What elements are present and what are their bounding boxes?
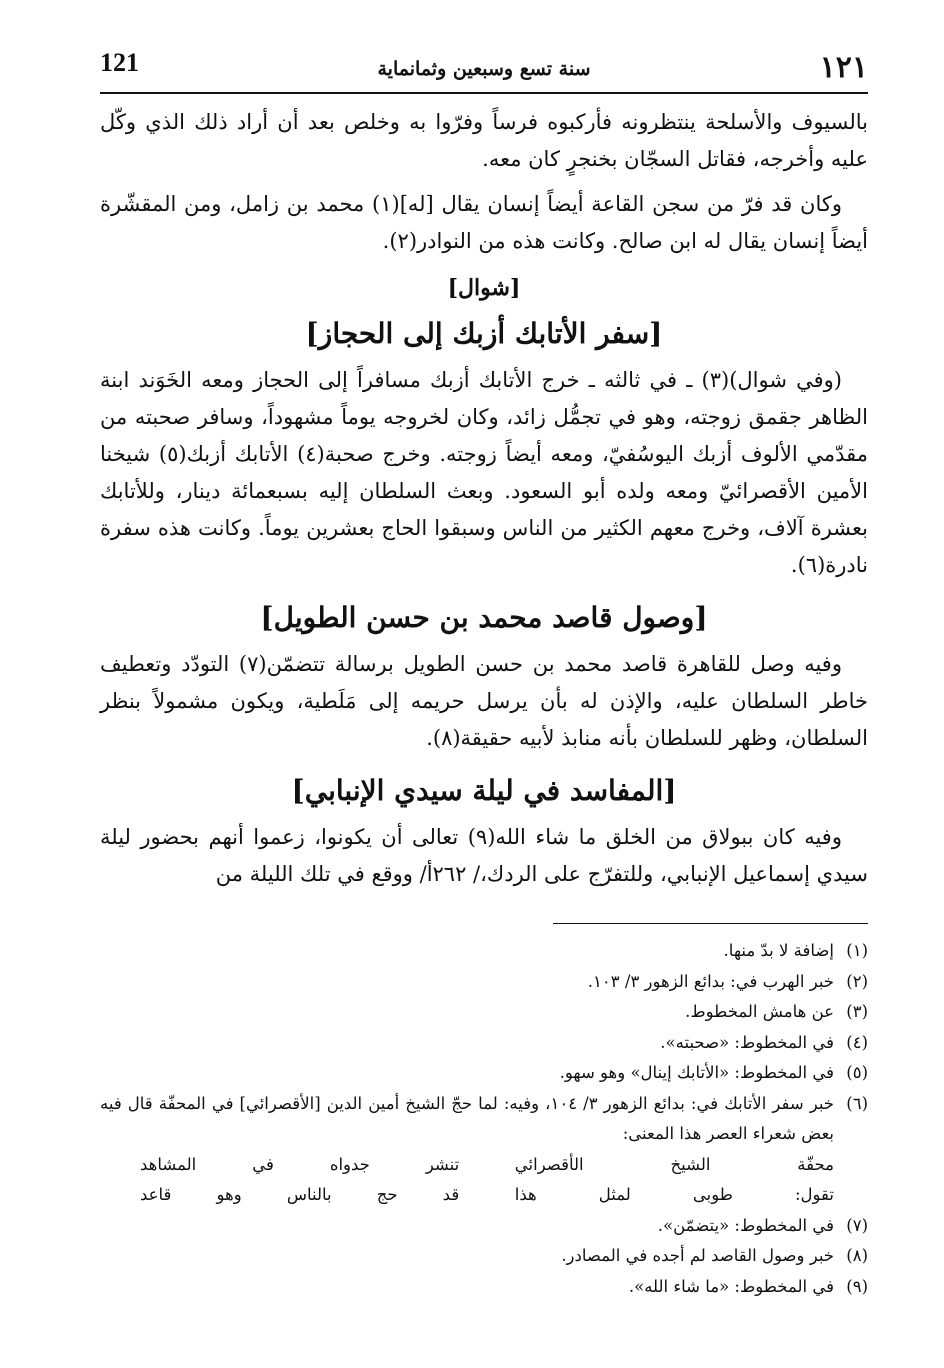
footnote-text: إضافة لا بدّ منها. [723,941,834,960]
footnote-number: (٢) [846,971,868,991]
footnote-number: (٥) [846,1063,868,1082]
verse-hemistich-4: قد حج بالناس وهو قاعد [140,1185,460,1204]
heading-shawwal: [شوال] [447,275,521,301]
footnote-text: خبر وصول القاصد لم أجده في المصادر. [561,1246,834,1265]
running-title: سنة تسع وسبعين وثمانماية [377,58,591,80]
footnote-text: عن هامش المخطوط. [685,1002,834,1021]
footnote-text: خبر الهرب في: بدائع الزهور ٣/ ١٠٣. [587,971,834,991]
footnote-number: (٦) [846,1093,868,1113]
paragraph-3: (وفي شوال)(٣) ـ في ثالثه ـ خرج الأتابك أزبك مسافراً إلى الحجاز ومعه الخَوَند ابنة الظاهر جقمق زوجته، وهو في تجمُّل زائد، وكان لخروجه يوماً مشهوداً، وسافر صحبته من مقدّمي الألوف أزبك اليوسُفيّ، ومعه أيضاً زوجته. وخرج صحبة(٤) الأتابك أزبك(٥) شيخنا الأمين الأقصرائيّ ومعه ولده أبو السعود. وبعث السلطان إليه بسبعمائة دينار، وللأتابك بعشرة آلاف، وخرج معهم الكثير من الناس وسبقوا الحاج بعشرين يوماً. وكانت هذه سفرة نادرة(٦). [100,368,868,577]
footnote-5 [100,1058,868,1089]
page-header [100,40,868,94]
paragraph-5: وفيه كان ببولاق من الخلق ما شاء الله(٩) تعالى أن يكونوا، زعموا أنهم بحضور ليلة سيدي إسماعيل الإنبابي، وللتفرّج على الردك،/ ٢٦٢أ/ ووقع في تلك الليلة من [100,825,868,886]
footnotes [100,936,868,1302]
footnote-number: (٩) [846,1276,868,1296]
footnote-4 [100,1028,868,1059]
footnote-9 [100,1272,868,1303]
footnote-7 [100,1211,868,1242]
footnote-text: في المخطوط: «ما شاء الله». [628,1276,834,1296]
verse-line-1 [100,1150,868,1181]
footnote-3 [100,997,868,1028]
footnote-number: (١) [846,941,868,960]
footnote-number: (٣) [846,1002,868,1021]
footnote-1 [100,936,868,967]
footnote-text: في المخطوط: «يتضمّن». [657,1215,834,1235]
footnote-2 [100,967,868,998]
page-number-arabic: ١٢١ [819,50,868,85]
paragraph-4: وفيه وصل للقاهرة قاصد محمد بن حسن الطويل برسالة تتضمّن(٧) التودّد وتعطيف خاطر السلطان عليه، والإذن له بأن يرسل حريمه إلى مَلَطية، ويكون مشمولاً بنظر السلطان، وظهر للسلطان بأنه منابذ لأبيه حقيقة(٨). [100,652,868,750]
footnote-8 [100,1241,868,1272]
verse-line-2 [100,1180,868,1211]
heading-wusul: [وصول قاصد محمد بن حسن الطويل] [260,601,708,634]
footnote-text: في المخطوط: «الأتابك إينال» وهو سهو. [559,1063,834,1082]
verse-hemistich-3: تقول: طوبى لمثل هذا [514,1185,834,1204]
verse-hemistich-2: تنشر جدواه في المشاهد [140,1154,460,1174]
heading-mafasid: [المفاسد في ليلة سيدي الإنبابي] [291,774,677,807]
footnote-divider [553,923,868,924]
heading-safar: [سفر الأتابك أزبك إلى الحجاز] [305,317,663,350]
footnote-number: (٤) [846,1032,868,1052]
footnote-number: (٨) [846,1246,868,1265]
footnote-6 [100,1089,868,1150]
paragraph-1: بالسيوف والأسلحة ينتظرونه فأركبوه فرساً وفرّوا به وخلص بعد أن أراد ذلك الذي وكّل عليه وأخرجه، فقاتل السجّان بخنجرٍ كان معه. [100,110,868,171]
verse-hemistich-1: محفّة الشيخ الأقصرائي [514,1154,834,1174]
page-number-latin: 121 [100,48,139,77]
paragraph-2: وكان قد فرّ من سجن القاعة أيضاً إنسان يقال [له](١) محمد بن زامل، ومن المقشّرة أيضاً إنسان يقال له ابن صالح. وكانت هذه من النوادر(٢). [100,192,868,253]
footnote-text: خبر سفر الأتابك في: بدائع الزهور ٣/ ١٠٤، وفيه: لما حجّ الشيخ أمين الدين [الأقصرائي] في المحفّة قال فيه بعض شعراء العصر هذا المعنى: [100,1093,835,1143]
document-page [100,40,868,1340]
main-text [100,104,868,893]
footnote-text: في المخطوط: «صحبته». [660,1032,834,1052]
footnote-number: (٧) [846,1215,868,1235]
